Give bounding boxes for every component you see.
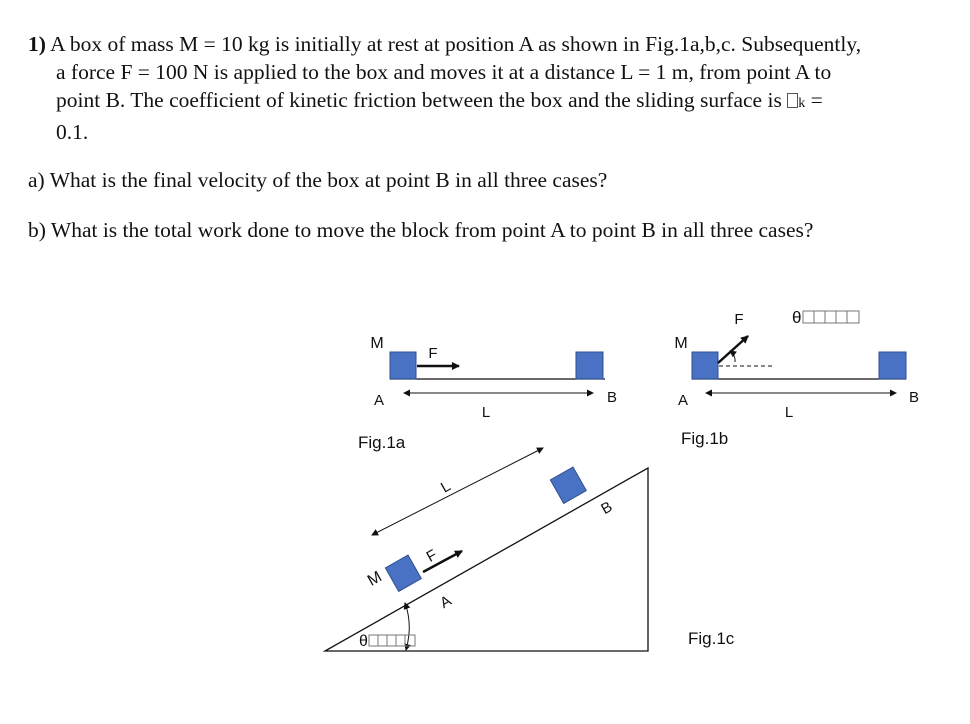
fig1b-force-label: F	[734, 311, 744, 328]
fig-1c	[325, 448, 735, 651]
fig1b-caption: Fig.1b	[681, 429, 729, 448]
fig1b-missing-glyph-box	[803, 311, 859, 323]
fig1a-box-start	[390, 352, 416, 379]
problem-line-1: 1) A box of mass M = 10 kg is initially at rest at position A as shown in Fig.1a,b,c. Subsequently,	[28, 32, 862, 56]
question-b: b) What is the total work done to move the block from point A to point B in all three cases?	[28, 218, 814, 242]
problem-number: 1)	[28, 32, 46, 56]
fig-1a	[358, 335, 617, 452]
fig1c-point-a: A	[437, 592, 455, 612]
fig1c-force-label: F	[423, 546, 440, 566]
fig1b-point-a: A	[677, 392, 689, 409]
fig1b-distance-label: L	[784, 404, 794, 421]
fig1b-box-start	[692, 352, 718, 379]
fig1c-box-end	[550, 467, 586, 503]
fig1c-mass-label: M	[364, 568, 385, 590]
problem-line-2: a force F = 100 N is applied to the box and moves it at a distance L = 1 m, from point A to	[56, 60, 832, 84]
fig-1b	[674, 308, 919, 448]
fig1c-box-start	[385, 555, 421, 591]
problem-line-3: point B. The coefficient of kinetic friction between the box and the sliding surface is k =	[56, 88, 823, 112]
fig1c-point-b: B	[598, 498, 616, 518]
svg-text:θ: θ	[792, 308, 802, 327]
fig1b-mass-label: M	[674, 335, 688, 352]
fig1a-point-b: B	[606, 389, 618, 406]
fig1c-distance-label: L	[437, 477, 454, 497]
fig1b-force-arrow	[718, 336, 748, 363]
problem-line-4: 0.1.	[56, 120, 89, 144]
question-a: a) What is the final velocity of the box at point B in all three cases?	[28, 168, 608, 192]
fig1b-box-end	[879, 352, 906, 379]
svg-text:θ: θ	[359, 633, 368, 650]
fig1a-distance-label: L	[481, 404, 491, 421]
fig1c-angle-arc	[405, 603, 409, 650]
fig1b-angle-label	[792, 308, 859, 327]
fig1a-caption: Fig.1a	[358, 433, 406, 452]
fig1a-point-a: A	[373, 392, 385, 409]
fig1a-force-label: F	[428, 345, 438, 362]
fig1c-incline-triangle	[325, 468, 648, 651]
fig1c-distance-arrow	[372, 448, 543, 535]
fig1a-mass-label: M	[370, 335, 384, 352]
fig1b-point-b: B	[908, 389, 920, 406]
fig1c-caption: Fig.1c	[688, 629, 735, 648]
fig1a-box-end	[576, 352, 603, 379]
